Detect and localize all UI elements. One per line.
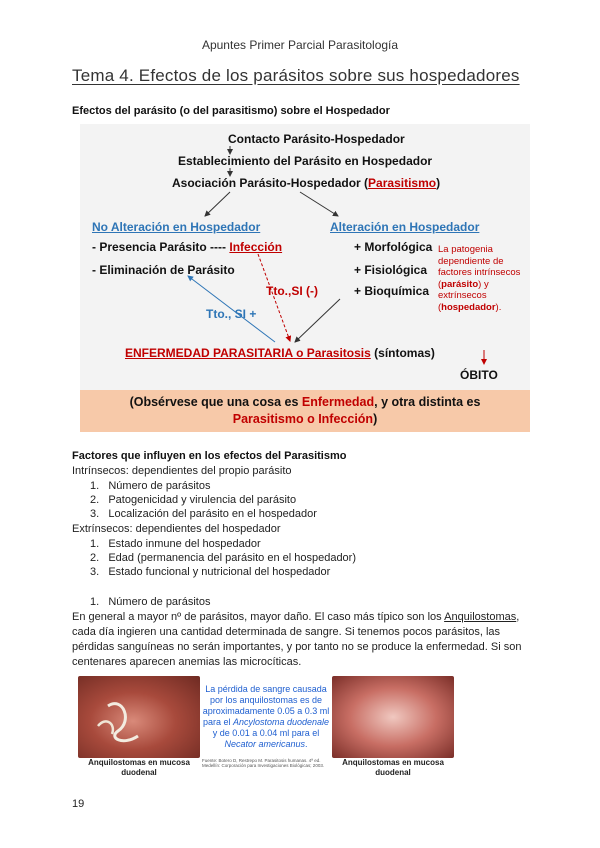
treatment-positive-label: Tto., SI +	[206, 307, 257, 321]
factors-heading: Factores que influyen en los efectos del Parasitismo	[72, 450, 347, 462]
list-item: 1. Estado inmune del hospedador	[90, 538, 261, 550]
worm-illustration	[78, 676, 200, 758]
list-item: 3. Estado funcional y nutricional del hospedador	[90, 566, 331, 578]
infeccion-highlight: Infección	[229, 240, 283, 254]
no-alteration-heading: No Alteración en Hospedador	[92, 220, 261, 234]
photo-right-hookworms	[332, 676, 454, 758]
photo-left-hookworms	[78, 676, 200, 758]
arrow-bioquimica-disease	[295, 299, 340, 342]
alteration-physiological: + Fisiológica	[354, 263, 428, 277]
death-outcome: ÓBITO	[460, 368, 498, 382]
page-title: Tema 4. Efectos de los parásitos sobre sus hospedadores	[72, 66, 520, 85]
caption-left: Anquilostomas en mucosa duodenal	[88, 758, 190, 777]
blood-loss-text: La pérdida de sangre causada por los anquilostomas es de aproximadamente 0.05 a 0.3 ml para el Ancylostoma duodenale y de 0.01 a 0.04 ml para el Necator americanus.	[202, 684, 330, 749]
figure-source: Fuente: Botero D, Restrepo M. Parasitosis humanas. 4ª ed. Medellín: Corporación para Investigaciones Biológicas; 2003.	[202, 758, 325, 768]
alteration-biochemical: + Bioquímica	[354, 284, 430, 298]
page-number: 19	[72, 798, 85, 810]
step-contact: Contacto Parásito-Hospedador	[228, 132, 405, 146]
parasitismo-highlight: Parasitismo	[368, 176, 437, 190]
caption-right: Anquilostomas en mucosa duodenal	[342, 758, 444, 777]
presence-infection: - Presencia Parásito ---- Infección	[92, 240, 283, 254]
step-establishment: Establecimiento del Parásito en Hospedador	[178, 154, 433, 168]
list-item: 2. Edad (permanencia del parásito en el hospedador)	[90, 552, 357, 564]
parasite-elimination: - Eliminación de Parásito	[92, 263, 235, 277]
intrinsic-list	[90, 479, 317, 521]
arrow-to-alteration	[300, 192, 338, 216]
list-item: 3. Localización del parásito en el hospedador	[90, 508, 317, 520]
extrinsic-list	[90, 537, 356, 579]
alteration-heading: Alteración en Hospedador	[330, 220, 480, 234]
step-association: Asociación Parásito-Hospedador (Parasitismo)	[172, 176, 441, 190]
intrinsic-label: Intrínsecos: dependientes del propio parásito	[72, 465, 292, 477]
arrow-to-no-alteration	[205, 192, 230, 216]
extrinsic-label: Extrínsecos: dependientes del hospedador	[72, 523, 281, 535]
list-item: 2. Patogenicidad y virulencia del parásito	[90, 494, 297, 506]
treatment-negative-label: Tto.,SI (-)	[266, 284, 318, 298]
list-item: 1. Número de parásitos	[90, 480, 211, 492]
alteration-morphological: + Morfológica	[354, 240, 433, 254]
body-paragraph: En general a mayor nº de parásitos, mayor daño. El caso más típico son los Anquilostomas, cada día ingieren una cantidad determinada de sangre. Si tenemos pocos parásitos, las pérdidas sanguíneas no serán importantes, y por tanto no se produce la enfermedad. Si son centenares aparecen anemias las microcíticas.	[72, 611, 522, 668]
page-header: Apuntes Primer Parcial Parasitología	[201, 38, 399, 52]
pathogenesis-note: La patogenia dependiente de factores intrínsecos (parásito) y extrínsecos (hospedador).	[438, 244, 521, 313]
parasitism-diagram	[80, 124, 530, 432]
observation-band: (Obsérvese que una cosa es Enfermedad, y otra distinta es Parasitismo o Infección)	[80, 390, 530, 432]
section-subtitle: Efectos del parásito (o del parasitismo) sobre el Hospedador	[72, 105, 390, 117]
parasitic-disease: ENFERMEDAD PARASITARIA o Parasitosis (síntomas)	[125, 346, 435, 360]
hookworm-figure	[78, 676, 454, 788]
number-subheading: 1. Número de parásitos	[90, 596, 211, 608]
